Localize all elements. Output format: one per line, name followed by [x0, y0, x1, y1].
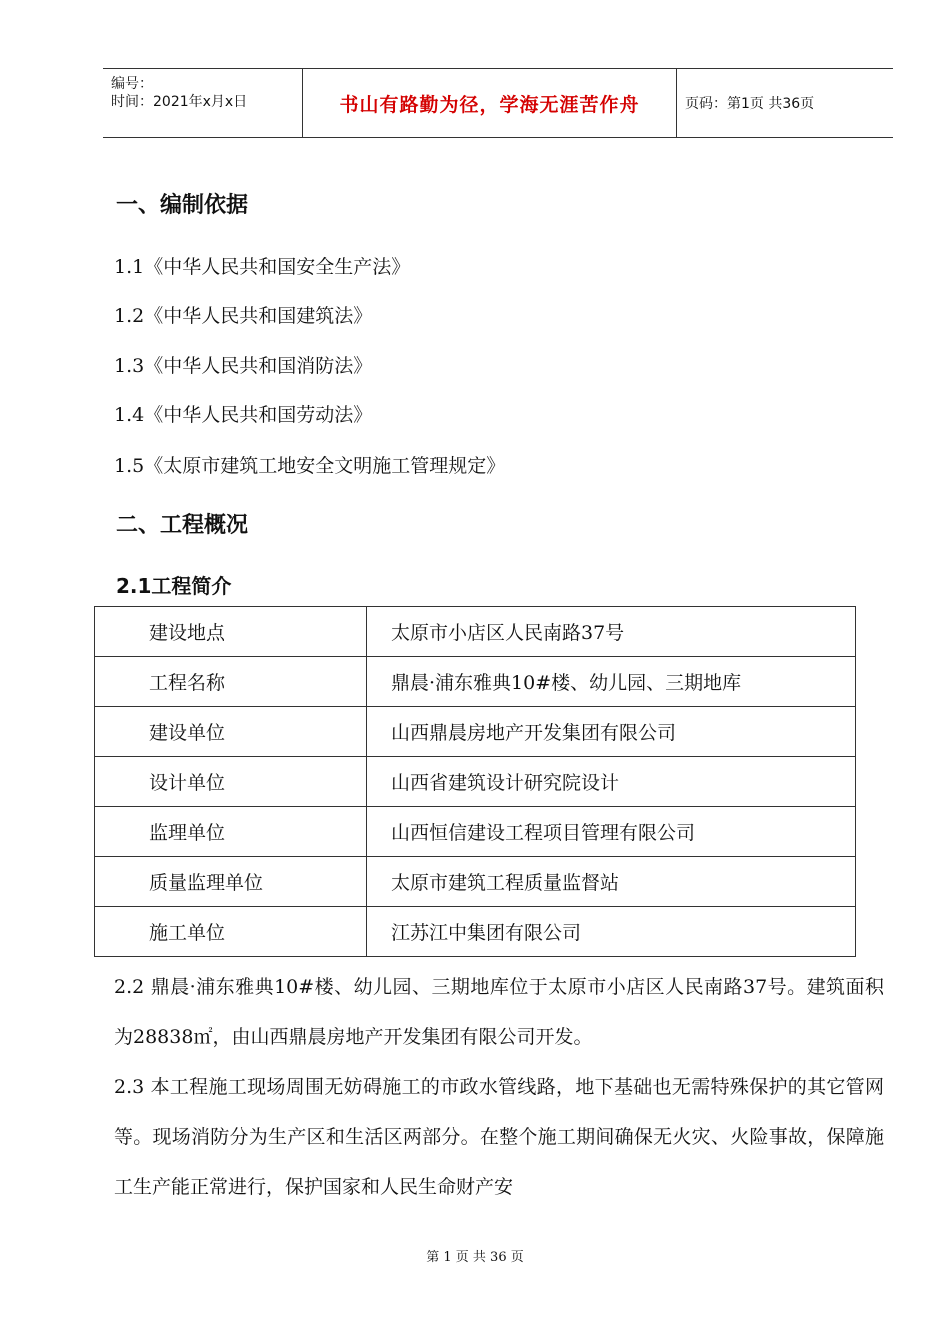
header-meta [103, 69, 303, 137]
table-key: 施工单位 [95, 907, 367, 957]
table-value: 山西省建筑设计研究院设计 [367, 757, 856, 807]
table-value: 太原市建筑工程质量监督站 [367, 857, 856, 907]
table-key: 监理单位 [95, 807, 367, 857]
table-key: 设计单位 [95, 757, 367, 807]
table-row [95, 907, 856, 957]
section2-subtitle: 2.1工程简介 [116, 574, 232, 598]
table-key: 工程名称 [95, 657, 367, 707]
table-row [95, 607, 856, 657]
header-page-info: 页码：第1页 共36页 [685, 96, 815, 112]
section1-title: 一、编制依据 [116, 193, 249, 218]
table-value: 太原市小店区人民南路37号 [367, 607, 856, 657]
number-label: 编号： [111, 76, 153, 92]
table-value: 山西恒信建设工程项目管理有限公司 [367, 807, 856, 857]
page-header [103, 68, 893, 138]
table-key: 建设地点 [95, 607, 367, 657]
table-key: 质量监理单位 [95, 857, 367, 907]
reference-item: 1.1《中华人民共和国安全生产法》 [114, 256, 411, 278]
table-row [95, 807, 856, 857]
table-key: 建设单位 [95, 707, 367, 757]
table-value: 山西鼎晨房地产开发集团有限公司 [367, 707, 856, 757]
page-footer: 第 1 页 共 36 页 [426, 1250, 524, 1265]
reference-item: 1.2《中华人民共和国建筑法》 [114, 305, 373, 327]
section2-title: 二、工程概况 [116, 513, 249, 538]
header-motto: 书山有路勤为径，学海无涯苦作舟 [303, 69, 677, 137]
table-value: 鼎晨·浦东雅典10#楼、幼儿园、三期地库 [367, 657, 856, 707]
reference-item: 1.4《中华人民共和国劳动法》 [114, 404, 373, 426]
table-row [95, 857, 856, 907]
table-value: 江苏江中集团有限公司 [367, 907, 856, 957]
paragraph-2-2: 2.2 鼎晨·浦东雅典10#楼、幼儿园、三期地库位于太原市小店区人民南路37号。建筑面积为28838㎡，由山西鼎晨房地产开发集团有限公司开发。 [114, 976, 884, 1048]
paragraph-2-3: 2.3 本工程施工现场周围无妨碍施工的市政水管线路，地下基础也无需特殊保护的其它管网等。现场消防分为生产区和生活区两部分。在整个施工期间确保无火灾、火险事故，保障施工生产能正常进行，保护国家和人民生命财产安 [114, 1076, 884, 1198]
table-row [95, 707, 856, 757]
reference-item: 1.3《中华人民共和国消防法》 [114, 355, 373, 377]
table-row [95, 757, 856, 807]
project-info-table [94, 606, 856, 957]
time-label: 时间：2021年x月x日 [111, 94, 248, 110]
table-row [95, 657, 856, 707]
reference-item: 1.5《太原市建筑工地安全文明施工管理规定》 [114, 455, 506, 477]
